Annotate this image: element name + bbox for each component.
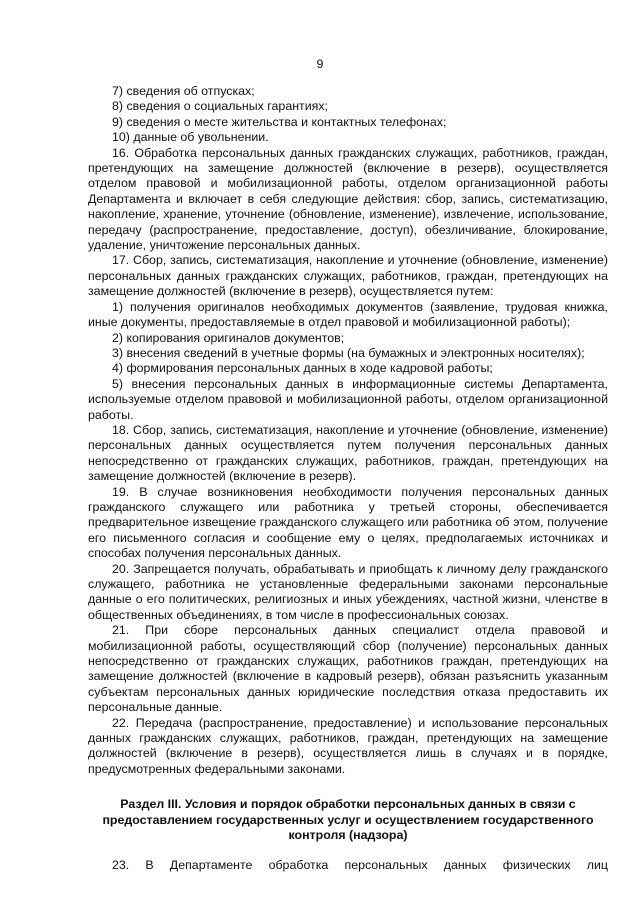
- list-item: 10) данные об увольнении.: [112, 130, 269, 145]
- paragraph-23: 23. В Департаменте обработка персональных данных физических лиц: [112, 858, 608, 873]
- paragraph-17-item: 3) внесения сведений в учетные формы (на бумажных и электронных носителях);: [112, 345, 585, 360]
- paragraph-18: 18. Сбор, запись, систематизация, накопление и уточнение (обновление, изменение) персональных данных осуществляется путем получения персональных данных непосредственно от гражданских служащих, работников, граждан, претендующих на замещение должностей (включение в резерв).: [88, 422, 608, 484]
- paragraph-17-item: 2) копирования оригиналов документов;: [112, 330, 345, 345]
- paragraph-17-item: 4) формирования персональных данных в ходе кадровой работы;: [112, 361, 493, 376]
- paragraph-21: 21. При сборе персональных данных специалист отдела правовой и мобилизационной работы, осуществляющий сбор (получение) персональных данных непосредственно от гражданских служащих, работников граждан, претендующих на замещение должностей (включение в кадровый резерв), обязан разъяснить указанным субъектам персональных данных юридические последствия отказа предоставить их персональные данные.: [88, 623, 608, 715]
- paragraph-17-item: 5) внесения персональных данных в информационные системы Департамента, используемые отделом правовой и мобилизационной работы, отделом организационной работы.: [88, 376, 608, 422]
- list-item: 7) сведения об отпусках;: [112, 84, 255, 98]
- list-item: 8) сведения о социальных гарантиях;: [112, 99, 329, 114]
- document-body: [88, 84, 608, 873]
- paragraph-16: 16. Обработка персональных данных гражданских служащих, работников, граждан, претендующих на замещение должностей (включение в резерв), осуществляется отделом правовой и мобилизационной работы, отделом организационной работы Департамента и включает в себя следующие действия: сбор, запись, систематизацию, накопление, хранение, уточнение (обновление, изменение), извлечение, использование, передачу (распространение, предоставление, доступ), обезличивание, блокирование, удаление, уничтожение персональных данных.: [88, 145, 608, 253]
- paragraph-17: 17. Сбор, запись, систематизация, накопление и уточнение (обновление, изменение) персональных данных гражданских служащих, работников, граждан, претендующих на замещение должностей (включение в резерв), осуществляется путем:: [88, 253, 608, 299]
- paragraph-17-item: 1) получения оригиналов необходимых документов (заявление, трудовая книжка, иные документы, предоставляемые в отдел правовой и мобилизационной работы);: [88, 299, 608, 330]
- list-item: 9) сведения о месте жительства и контактных телефонах;: [112, 114, 447, 129]
- section-heading: Раздел III. Условия и порядок обработки персональных данных в связи с предоставлением государственных услуг и осуществлением государственного контроля (надзора): [102, 797, 594, 843]
- page-number: 9: [316, 57, 324, 71]
- paragraph-19: 19. В случае возникновения необходимости получения персональных данных гражданского служащего или работника у третьей стороны, обеспечивается предварительное извещение гражданского служащего или работника об этом, получение его письменного согласия и сообщение ему о целях, предполагаемых источниках и способах получения персональных данных.: [88, 484, 608, 561]
- paragraph-22: 22. Передача (распространение, предоставление) и использование персональных данных гражданских служащих, работников, граждан, претендующих на замещение должностей (включение в резерв), осуществляется лишь в случаях и в порядке, предусмотренных федеральными законами.: [88, 715, 608, 776]
- paragraph-20: 20. Запрещается получать, обрабатывать и приобщать к личному делу гражданского служащего, работника не установленные федеральными законами персональные данные о его политических, религиозных и иных убеждениях, частной жизни, членстве в общественных объединениях, в том числе в профессиональных союзах.: [88, 561, 608, 622]
